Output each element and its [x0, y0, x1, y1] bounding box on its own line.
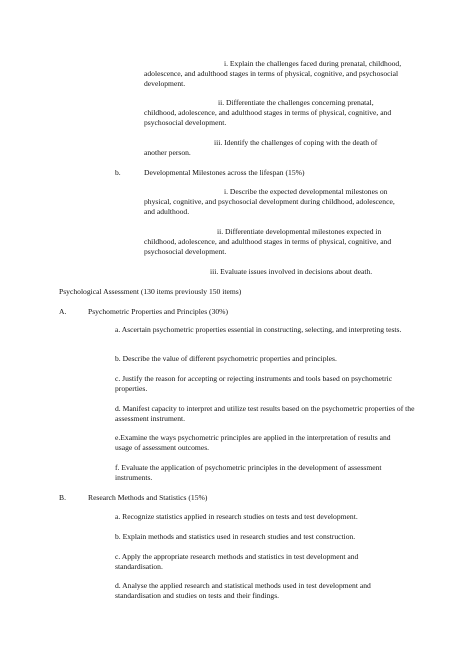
objective-A-a: a. Ascertain psychometric properties essential in constructing, selecting, and interpreting tests. [115, 325, 402, 334]
objective-b2-i: i. Describe the expected developmental milestones on physical, cognitive, and psychosocial development during childhood, adolescence, and adulthood. [144, 187, 395, 216]
section-B-marker: B. [59, 493, 66, 502]
section-b2-marker: b. [115, 168, 121, 177]
objective-b1-i: i. Explain the challenges faced during prenatal, childhood, adolescence, and adulthood stages in terms of physical, cognitive, and psychosocial development. [144, 59, 402, 88]
objective-b2-iii: iii. Evaluate issues involved in decisions about death. [210, 267, 373, 276]
objective-A-f: f. Evaluate the application of psychometric principles in the development of assessment instruments. [115, 463, 382, 482]
psych-assessment-title: Psychological Assessment (130 items previously 150 items) [59, 287, 242, 296]
objective-A-d: d. Manifest capacity to interpret and utilize test results based on the psychometric properties of the assessment instrument. [115, 404, 415, 423]
objective-b1-ii: ii. Differentiate the challenges concerning prenatal, childhood, adolescence, and adulthood stages in terms of physical, cognitive, and psychosocial development. [144, 98, 392, 127]
objective-B-b: b. Explain methods and statistics used in research studies and test construction. [115, 532, 356, 541]
section-A-marker: A. [59, 307, 67, 316]
objective-b2-ii: ii. Differentiate developmental milestones expected in childhood, adolescence, and adulthood stages in terms of physical, cognitive, and psychosocial development. [144, 227, 392, 256]
objective-B-d: d. Analyse the applied research and statistical methods used in test development and standardisation and studies on tests and their findings. [115, 581, 371, 600]
objective-A-e: e.Examine the ways psychometric principles are applied in the interpretation of results and usage of assessment outcomes. [115, 433, 391, 452]
objective-B-c: c. Apply the appropriate research methods and statistics in test development and standardisation. [115, 552, 359, 571]
objective-A-b: b. Describe the value of different psychometric properties and principles. [115, 354, 337, 363]
objective-b1-iii: iii. Identify the challenges of coping with the death of another person. [144, 138, 378, 157]
objective-A-c: c. Justify the reason for accepting or rejecting instruments and tools based on psychometric properties. [115, 374, 393, 393]
section-B-heading: Research Methods and Statistics (15%) [88, 493, 208, 502]
objective-B-a: a. Recognize statistics applied in research studies on tests and test development. [115, 512, 358, 521]
section-b2-heading: Developmental Milestones across the lifespan (15%) [144, 168, 305, 177]
section-A-heading: Psychometric Properties and Principles (30%) [88, 307, 229, 316]
